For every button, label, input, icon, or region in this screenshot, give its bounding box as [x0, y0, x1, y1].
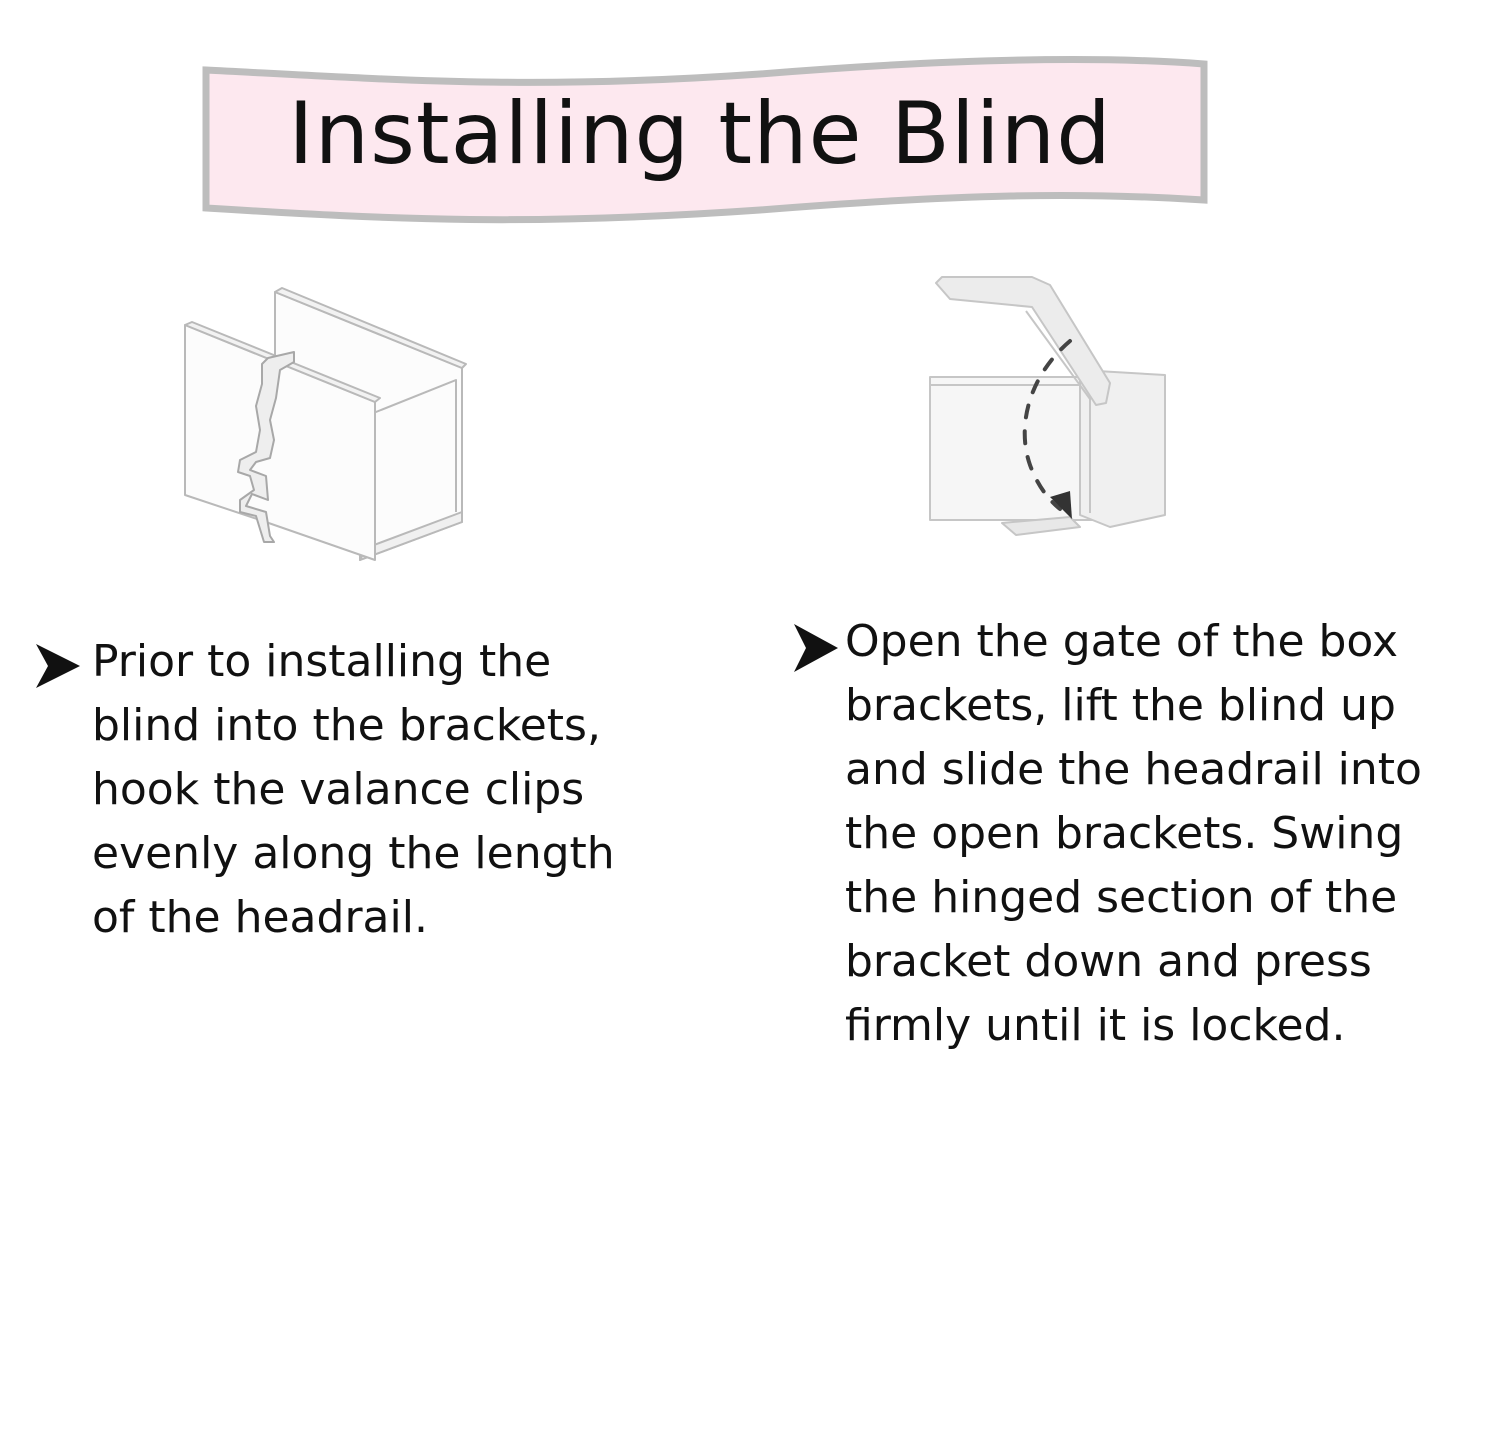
valance-clip-illustration [170, 280, 480, 570]
arrowhead-bullet-icon [34, 642, 82, 690]
step-2-instruction: Open the gate of the box brackets, lift the blind up and slide the headrail into the open brackets. Swing the hinged section of the bracket down and press firmly until it is locked. [845, 616, 1422, 1051]
box-bracket-illustration [920, 265, 1180, 550]
arrowhead-bullet-icon [792, 622, 840, 674]
title-banner [200, 44, 1212, 228]
page-title: Installing the Blind [288, 84, 1112, 184]
step-1-instruction: Prior to installing the blind into the brackets, hook the valance clips evenly along the length of the headrail. [92, 636, 615, 943]
